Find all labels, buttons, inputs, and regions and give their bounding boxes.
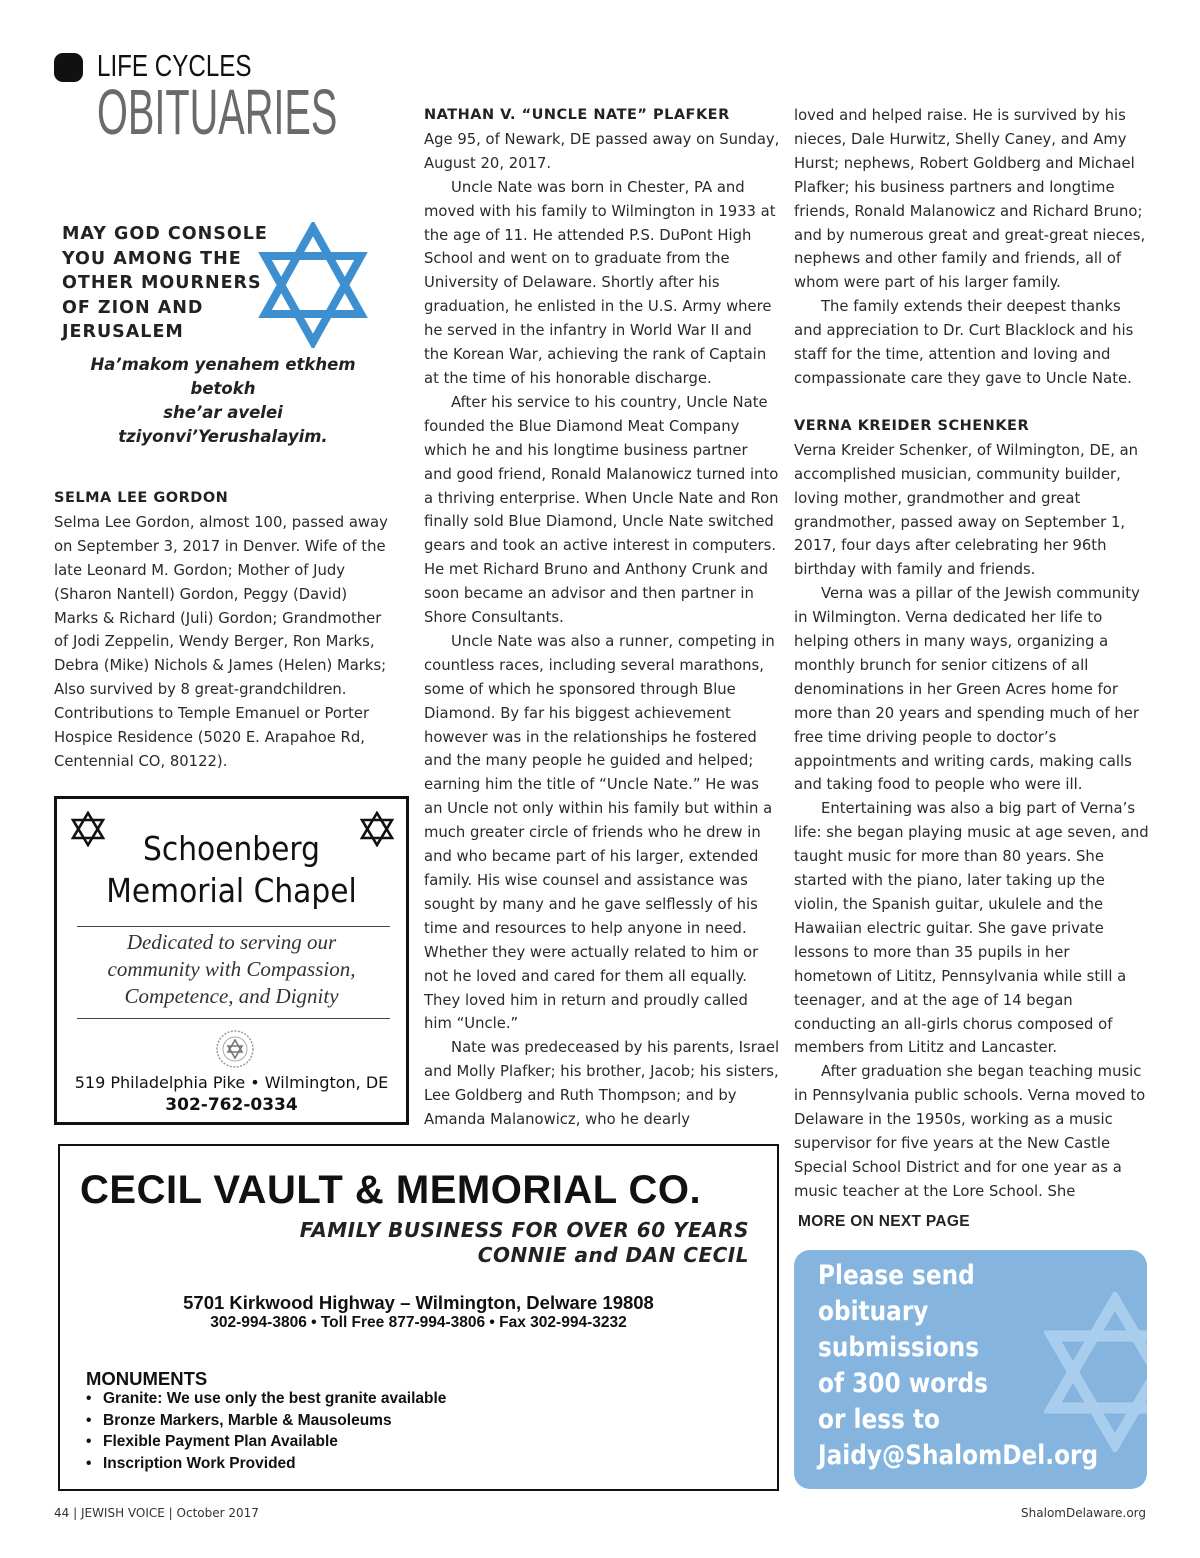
submission-box <box>794 1250 1147 1489</box>
obituary-paragraph: Selma Lee Gordon, almost 100, passed away on September 3, 2017 in Denver. Wife of the late Leonard M. Gordon; Mother of Judy (Sharon Nantell) Gordon, Peggy (David) Marks & Richard (Juli) Gordon; Grandmother of Jodi Zeppelin, Wendy Berger, Ron Marks, Debra (Mike) Nichols & James (Helen) Marks; Also survived by 8 great-grandchildren. Contributions to Temple Emanuel or Porter Hospice Residence (5020 E. Arapahoe Rd, Centennial CO, 80122). <box>54 513 388 770</box>
cecil-address: 5701 Kirkwood Highway – Wilmington, Delware 19808 <box>183 1292 654 1313</box>
obituary-paragraph: After graduation she began teaching music in Pennsylvania public schools. Verna moved to Delaware in the 1950s, working as a music supervisor for five years at the New Castle Special School District and for one year as a music teacher at the Lore School. She <box>794 1063 1146 1200</box>
footer-website[interactable]: ShalomDelaware.org <box>1021 1506 1146 1520</box>
obituary-paragraph: Verna was a pillar of the Jewish community in Wilmington. Verna dedicated her life to helping others in many ways, organizing a monthly brunch for senior citizens of all denominations in her Green Acres home for more than 20 years and spending much of her free time driving people to doctor’s appointments and writing cards, making calls and taking food to people who were ill. <box>794 585 1140 794</box>
console-heading-line: YOU AMONG THE <box>62 248 242 269</box>
list-item: • Granite: We use only the best granite available <box>86 1388 446 1410</box>
cecil-phones: 302-994-3806 • Toll Free 877-994-3806 • Fax 302-994-3232 <box>210 1314 627 1331</box>
obituary-paragraph: Verna Kreider Schenker, of Wilmington, DE, an accomplished musician, community builder, loving mother, grandmother and great grandmother, passed away on September 1, 2017, four days after celebrating her 96th birthday with family and friends. <box>794 441 1139 579</box>
divider <box>77 1018 390 1019</box>
obituary-paragraph: Uncle Nate was also a runner, competing in countless races, including several marathons, some of which he sponsored through Blue Diamond. By far his biggest achievement however was in the relationships he fostered and the many people he guided and helped; earning him the title of “Uncle Nate.” He was an Uncle not only within his family but within a much greater circle of friends who he drew in and who became part of his larger, extended family. His wise counsel and assistance was sought by many and he gave selflessly of his time and resources to help anyone in need. Whether they were actually related to him or not he loved and cared for them all equally. They loved him in return and proudly called him “Uncle.” <box>424 632 775 1033</box>
chapel-name-line: Schoenberg <box>143 829 320 868</box>
cecil-tagline: FAMILY BUSINESS FOR OVER 60 YEARS <box>299 1218 749 1242</box>
console-heading-line: OTHER MOURNERS <box>62 273 262 293</box>
blessing-line: she’ar avelei tziyonvi’Yerushalayim. <box>118 403 328 446</box>
submission-text <box>818 1258 1099 1474</box>
obituary-name: NATHAN V. “UNCLE NATE” PLAFKER <box>424 107 730 123</box>
console-heading-line: MAY GOD CONSOLE <box>62 224 268 244</box>
divider <box>77 926 390 927</box>
submission-email[interactable]: Jaidy@ShalomDel.org <box>818 1440 1099 1471</box>
list-item: • Flexible Payment Plan Available <box>86 1431 446 1453</box>
obituary-nathan-plafker <box>424 104 780 1132</box>
section-bullet <box>54 53 83 82</box>
list-item: • Bronze Markers, Marble & Mausoleums <box>86 1410 446 1432</box>
chapel-tagline <box>57 929 406 1010</box>
obituary-paragraph: Age 95, of Newark, DE passed away on Sunday, August 20, 2017. <box>424 130 780 172</box>
tagline-line: Dedicated to serving our <box>126 930 337 954</box>
tagline-line: community with Compassion, <box>107 957 356 981</box>
footer-page-info: 44 | JEWISH VOICE | October 2017 <box>54 1506 259 1520</box>
submission-line: submissions <box>818 1332 980 1363</box>
chapel-name-line: Memorial Chapel <box>106 871 357 910</box>
monuments-heading: MONUMENTS <box>86 1368 208 1389</box>
obituary-paragraph: loved and helped raise. He is survived by his nieces, Dale Hurwitz, Shelly Caney, and Amy Hurst; nephews, Robert Goldberg and Michael Plafker; his business partners and longtime friends, Ronald Malanowicz and Richard Bruno; and by numerous great and great-great nieces, nephews and other family and friends, all of whom were part of his larger family. <box>794 107 1146 292</box>
chapel-phone: 302-762-0334 <box>165 1095 298 1115</box>
submission-line: obituary <box>818 1296 929 1327</box>
console-hebrew-blessing <box>56 353 390 449</box>
chapel-address: 519 Philadelphia Pike • Wilmington, DE <box>74 1073 389 1092</box>
obituary-column-right <box>794 104 1150 1204</box>
console-heading-line: JERUSALEM <box>62 322 184 342</box>
obituary-selma-gordon <box>54 487 396 774</box>
star-of-david-icon <box>257 222 369 348</box>
blessing-line: Ha’makom yenahem etkhem betokh <box>90 355 356 398</box>
page-title: OBITUARIES <box>97 76 338 148</box>
obituary-paragraph: After his service to his country, Uncle Nate founded the Blue Diamond Meat Company which he and his longtime business partner and good friend, Ronald Malanowicz turned into a thriving enterprise. When Uncle Nate and Ron finally sold Blue Diamond, Uncle Nate switched gears and took an active interest in computers. He met Richard Bruno and Anthony Crunk and soon became an advisor and then partner in Shore Consultants. <box>424 393 779 627</box>
schoenberg-chapel-ad <box>54 796 409 1125</box>
submission-line: Please send <box>818 1260 975 1291</box>
chapel-seal-icon <box>215 1029 255 1069</box>
obituary-name: SELMA LEE GORDON <box>54 490 229 506</box>
submission-line: or less to <box>818 1404 940 1435</box>
section-label: LIFE CYCLES <box>97 48 252 83</box>
console-heading-line: OF ZION AND <box>62 297 204 318</box>
more-on-next-page: MORE ON NEXT PAGE <box>798 1213 970 1230</box>
cecil-vault-ad <box>58 1144 779 1491</box>
tagline-line: Competence, and Dignity <box>124 984 339 1008</box>
obituary-paragraph: Entertaining was also a big part of Verna’s life: she began playing music at age seven, and taught music for more than 80 years. She started with the piano, later taking up the violin, the Spanish guitar, ukulele and the Hawaiian electric guitar. She gave private lessons to more than 35 pupils in her hometown of Lititz, Pennsylvania while still a teenager, and at the age of 14 began conducting an all-girls chorus composed of members from Lititz and Lancaster. <box>794 800 1149 1057</box>
console-heading <box>62 222 272 345</box>
submission-line: of 300 words <box>818 1368 988 1399</box>
obituary-name: VERNA KREIDER SCHENKER <box>794 417 1030 434</box>
monuments-list <box>86 1388 446 1474</box>
obituary-paragraph: Nate was predeceased by his parents, Israel and Molly Plafker; his brother, Jacob; his sisters, Lee Goldberg and Ruth Thompson; and by Amanda Malanowicz, who he dearly <box>424 1039 780 1129</box>
list-item: • Inscription Work Provided <box>86 1453 446 1475</box>
obituary-paragraph: The family extends their deepest thanks and appreciation to Dr. Curt Blacklock and his staff for the time, attention and loving and compassionate care they gave to Uncle Nate. <box>794 298 1134 387</box>
obituary-paragraph: Uncle Nate was born in Chester, PA and moved with his family to Wilmington in 1933 at the age of 11. He attended P.S. DuPont High School and went on to graduate from the University of Delaware. Shortly after his graduation, he enlisted in the U.S. Army where he served in the infantry in World War II and the Korean War, achieving the rank of Captain at the time of his honorable discharge. <box>424 178 776 387</box>
cecil-owners: CONNIE and DAN CECIL <box>477 1243 749 1267</box>
cecil-company-name: CECIL VAULT & MEMORIAL CO. <box>80 1168 702 1212</box>
